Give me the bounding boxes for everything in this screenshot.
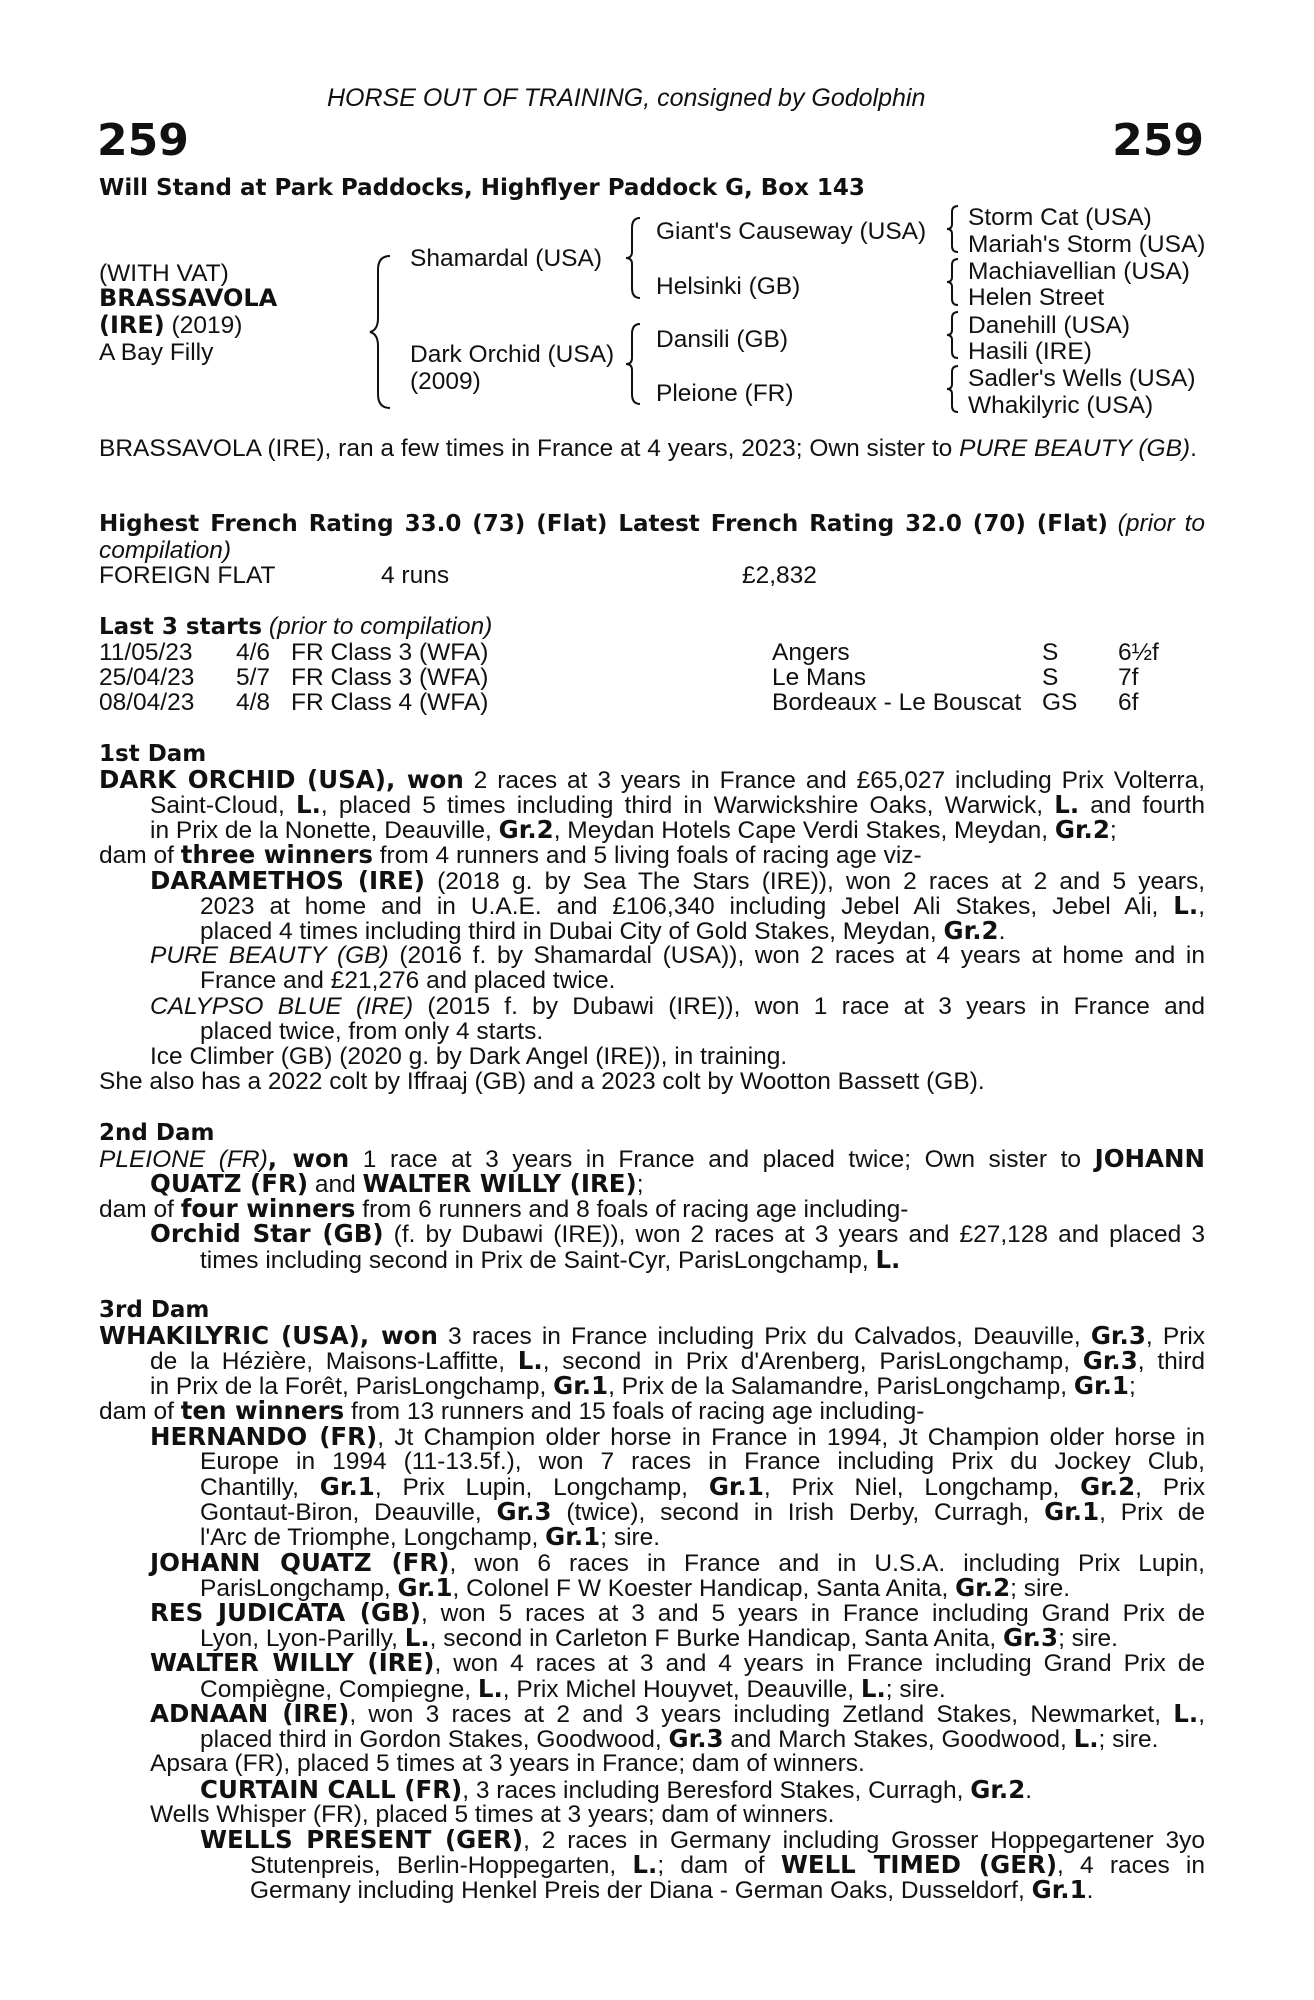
pedigree-ggs-6: Hasili (IRE) [968, 338, 1092, 365]
start-going: S [1042, 639, 1059, 666]
start-race: FR Class 3 (WFA) [291, 639, 489, 666]
third-dam-grandprogeny: WELLS PRESENT (GER), 2 races in Germany including Grosser Hoppegartener 3yo [200, 1825, 1205, 1854]
pedigree-ggs-1: Storm Cat (USA) [968, 204, 1152, 231]
first-dam-progeny: France and £21,276 and placed twice. [200, 967, 616, 994]
start-position: 4/8 [236, 689, 271, 716]
pedigree-ggs-8: Whakilyric (USA) [968, 392, 1154, 419]
second-dam-heading: 2nd Dam [99, 1120, 215, 1146]
start-race: FR Class 4 (WFA) [291, 689, 489, 716]
third-dam-progeny: Gontaut-Biron, Deauville, Gr.3 (twice), second in Irish Derby, Curragh, Gr.1, Prix de [200, 1497, 1205, 1526]
start-course: Bordeaux - Le Bouscat [772, 689, 1022, 716]
third-dam-line: WHAKILYRIC (USA), won 3 races in France including Prix du Calvados, Deauville, Gr.3, Prix [99, 1321, 1206, 1350]
third-dam-progeny: Compiègne, Compiegne, L., Prix Michel Houyvet, Deauville, L.; sire. [200, 1674, 946, 1703]
horse-description: A Bay Filly [99, 339, 214, 366]
pedigree-grandsire-dam: Dansili (GB) [656, 326, 789, 353]
start-going: S [1042, 664, 1059, 691]
pedigree-ggs-2: Mariah's Storm (USA) [968, 231, 1206, 258]
pedigree-brace-gs4 [946, 364, 962, 414]
third-dam-line: de la Hézière, Maisons-Laffitte, L., second in Prix d'Arenberg, ParisLongchamp, Gr.3, third [150, 1346, 1205, 1375]
pedigree-dam-year: (2009) [410, 368, 481, 395]
third-dam-progeny: WALTER WILLY (IRE), won 4 races at 3 and 4 years in France including Grand Prix de [150, 1648, 1205, 1677]
lot-number-left: 259 [97, 115, 189, 166]
start-position: 5/7 [236, 664, 271, 691]
lot-number-right: 259 [1112, 115, 1204, 166]
second-dam-line: QUATZ (FR) and WALTER WILLY (IRE); [150, 1169, 644, 1198]
third-dam-heading: 3rd Dam [99, 1297, 210, 1323]
third-dam-grandprogeny: Stutenpreis, Berlin-Hoppegarten, L.; dam of WELL TIMED (GER), 4 races in [250, 1850, 1206, 1879]
first-dam-heading: 1st Dam [99, 741, 207, 767]
third-dam-progeny: Chantilly, Gr.1, Prix Lupin, Longchamp, Gr.1, Prix Niel, Longchamp, Gr.2, Prix [200, 1472, 1205, 1501]
start-race: FR Class 3 (WFA) [291, 664, 489, 691]
first-dam-progeny: 2023 at home and in U.A.E. and £106,340 including Jebel Ali Stakes, Jebel Ali, L., [200, 891, 1205, 920]
horse-name: BRASSAVOLA [99, 284, 278, 312]
stabling-location: Will Stand at Park Paddocks, Highflyer Paddock G, Box 143 [99, 175, 865, 201]
pedigree-ggs-5: Danehill (USA) [968, 312, 1131, 339]
pedigree-brace-gs2 [946, 257, 962, 307]
start-date: 08/04/23 [99, 689, 195, 716]
second-dam-line: PLEIONE (FR), won 1 race at 3 years in France and placed twice; Own sister to JOHANN [99, 1144, 1205, 1173]
foreign-flat-label: FOREIGN FLAT [99, 562, 276, 589]
pedigree-ggs-4: Helen Street [968, 284, 1105, 311]
first-dam-progeny: placed 4 times including third in Dubai City of Gold Stakes, Meydan, Gr.2. [200, 916, 1006, 945]
first-dam-foals: She also has a 2022 colt by Iffraaj (GB) and a 2023 colt by Wootton Bassett (GB). [99, 1068, 985, 1095]
third-dam-progeny: JOHANN QUATZ (FR), won 6 races in France and in U.S.A. including Prix Lupin, [150, 1548, 1205, 1577]
pedigree-brace-gs1 [946, 204, 962, 254]
third-dam-line: dam of ten winners from 13 runners and 15 foals of racing age including- [99, 1396, 925, 1425]
pedigree-brace-sire [624, 216, 644, 300]
ratings-line: Highest French Rating 33.0 (73) (Flat) Latest French Rating 32.0 (70) (Flat) (prior to compilation) [99, 510, 1206, 564]
third-dam-grandprogeny: Germany including Henkel Preis der Diana - German Oaks, Dusseldorf, Gr.1. [250, 1875, 1094, 1904]
third-dam-progeny: ADNAAN (IRE), won 3 races at 2 and 3 years including Zetland Stakes, Newmarket, L., [150, 1699, 1206, 1728]
third-dam-grandprogeny: CURTAIN CALL (FR), 3 races including Beresford Stakes, Curragh, Gr.2. [200, 1775, 1033, 1804]
last-starts-heading: Last 3 starts (prior to compilation) [99, 613, 493, 640]
first-dam-line: in Prix de la Nonette, Deauville, Gr.2, Meydan Hotels Cape Verdi Stakes, Meydan, Gr.2; [150, 815, 1117, 844]
pedigree-ggs-3: Machiavellian (USA) [968, 258, 1190, 285]
second-dam-line: dam of four winners from 6 runners and 8 foals of racing age including- [99, 1194, 909, 1223]
second-dam-progeny: Orchid Star (GB) (f. by Dubawi (IRE)), won 2 races at 3 years and £27,128 and placed 3 [150, 1219, 1205, 1248]
first-dam-line: dam of three winners from 4 runners and 5 living foals of racing age viz- [99, 840, 922, 869]
third-dam-progeny: RES JUDICATA (GB), won 5 races at 3 and 5 years in France including Grand Prix de [150, 1598, 1205, 1627]
first-dam-progeny: PURE BEAUTY (GB) (2016 f. by Shamardal (USA)), won 2 races at 4 years at home and in [150, 942, 1205, 969]
first-dam-progeny: DARAMETHOS (IRE) (2018 g. by Sea The Stars (IRE)), won 2 races at 2 and 5 years, [150, 866, 1205, 895]
start-distance: 6f [1118, 689, 1139, 716]
third-dam-progeny: placed third in Gordon Stakes, Goodwood, Gr.3 and March Stakes, Goodwood, L.; sire. [200, 1724, 1159, 1753]
second-dam-progeny: times including second in Prix de Saint-Cyr, ParisLongchamp, L. [200, 1245, 901, 1274]
first-dam-progeny: Ice Climber (GB) (2020 g. by Dark Angel (IRE)), in training. [150, 1043, 788, 1070]
pedigree-granddam-dam: Pleione (FR) [656, 380, 794, 407]
foreign-flat-earnings: £2,832 [742, 562, 817, 589]
pedigree-granddam-sire: Helsinki (GB) [656, 273, 801, 300]
third-dam-progeny: l'Arc de Triomphe, Longchamp, Gr.1; sire. [200, 1522, 661, 1551]
third-dam-progeny: Lyon, Lyon-Parilly, L., second in Carleton F Burke Handicap, Santa Anita, Gr.3; sire. [200, 1623, 1118, 1652]
start-date: 25/04/23 [99, 664, 195, 691]
third-dam-line: in Prix de la Forêt, ParisLongchamp, Gr.1, Prix de la Salamandre, ParisLongchamp, Gr.1; [150, 1371, 1136, 1400]
horse-summary: BRASSAVOLA (IRE), ran a few times in France at 4 years, 2023; Own sister to PURE BEAUTY (GB). [99, 435, 1197, 462]
first-dam-progeny: CALYPSO BLUE (IRE) (2015 f. by Dubawi (IRE)), won 1 race at 3 years in France and [150, 993, 1205, 1020]
horse-suffix-year: (IRE) (2019) [99, 311, 243, 339]
pedigree-brace-dam [624, 322, 644, 406]
pedigree-ggs-7: Sadler's Wells (USA) [968, 365, 1196, 392]
third-dam-progeny: Apsara (FR), placed 5 times at 3 years in France; dam of winners. [150, 1750, 865, 1777]
start-position: 4/6 [236, 639, 271, 666]
pedigree-sire: Shamardal (USA) [410, 245, 602, 272]
start-distance: 7f [1118, 664, 1139, 691]
third-dam-progeny: Wells Whisper (FR), placed 5 times at 3 years; dam of winners. [150, 1801, 835, 1828]
third-dam-progeny: HERNANDO (FR), Jt Champion older horse in France in 1994, Jt Champion older horse in [150, 1422, 1205, 1451]
first-dam-progeny: placed twice, from only 4 starts. [200, 1018, 544, 1045]
pedigree-brace-main [368, 252, 398, 412]
start-date: 11/05/23 [99, 639, 193, 666]
catalogue-subtitle: HORSE OUT OF TRAINING, consigned by Godolphin [327, 84, 926, 112]
start-course: Angers [772, 639, 850, 666]
foreign-flat-runs: 4 runs [381, 562, 450, 589]
start-course: Le Mans [772, 664, 866, 691]
first-dam-line: DARK ORCHID (USA), won 2 races at 3 years in France and £65,027 including Prix Volterra, [99, 765, 1206, 794]
vat-note: (WITH VAT) [99, 260, 229, 287]
pedigree-brace-gs3 [946, 310, 962, 360]
third-dam-progeny: Europe in 1994 (11-13.5f.), won 7 races in France including Prix du Jockey Club, [200, 1448, 1205, 1475]
third-dam-progeny: ParisLongchamp, Gr.1, Colonel F W Koester Handicap, Santa Anita, Gr.2; sire. [200, 1573, 1071, 1602]
first-dam-line: Saint-Cloud, L., placed 5 times including third in Warwickshire Oaks, Warwick, L. and fourth [150, 790, 1205, 819]
pedigree-dam: Dark Orchid (USA) [410, 341, 615, 368]
start-going: GS [1042, 689, 1078, 716]
pedigree-grandsire-sire: Giant's Causeway (USA) [656, 218, 927, 245]
start-distance: 6½f [1118, 639, 1159, 666]
